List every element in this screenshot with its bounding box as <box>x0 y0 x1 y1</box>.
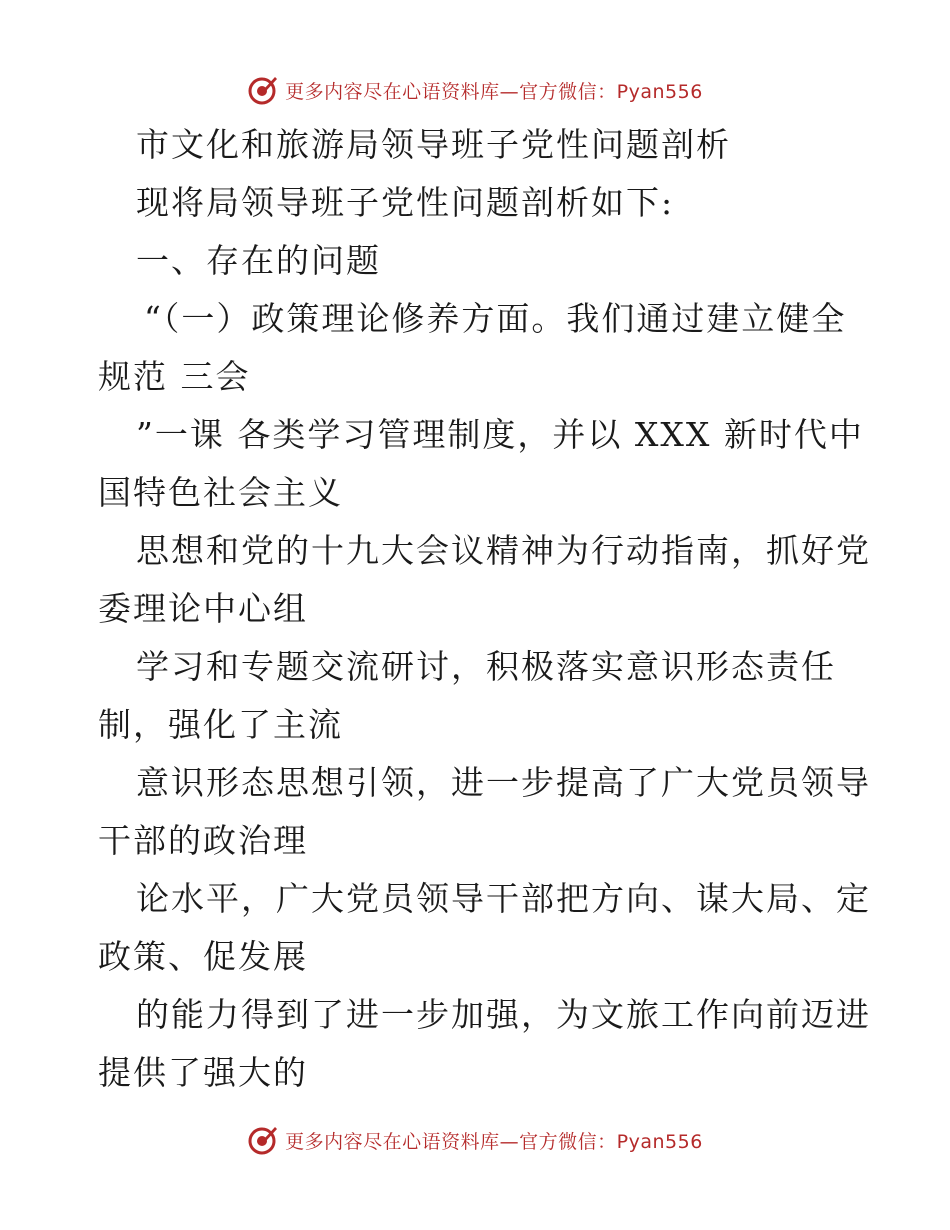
paragraph-line: 意识形态思想引领，进一步提高了广大党员领导 <box>136 763 871 802</box>
paragraph-line: 思想和党的十九大会议精神为行动指南，抓好党 <box>136 531 871 570</box>
paragraph-line: “（一）政策理论修养方面。我们通过建立健全 <box>144 299 847 338</box>
paragraph-line: 政策、促发展 <box>98 937 308 976</box>
watermark-text: 更多内容尽在心语资料库—官方微信：Pyan556 <box>285 80 703 103</box>
footer-watermark-banner <box>0 1120 950 1160</box>
red-circle-pen-logo-icon <box>247 1124 279 1156</box>
paragraph-line: 规范 三会 <box>98 357 251 396</box>
section-heading: 一、存在的问题 <box>136 241 381 280</box>
paragraph-line: 学习和专题交流研讨，积极落实意识形态责任 <box>136 647 836 686</box>
paragraph-line: 国特色社会主义 <box>98 473 343 512</box>
paragraph-line: 现将局领导班子党性问题剖析如下: <box>136 183 675 222</box>
paragraph-line: 论水平，广大党员领导干部把方向、谋大局、定 <box>136 879 871 918</box>
paragraph-line: 提供了强大的 <box>98 1053 308 1092</box>
paragraph-line: ”一课 各类学习管理制度，并以 XXX 新时代中 <box>136 415 864 454</box>
watermark-text: 更多内容尽在心语资料库—官方微信：Pyan556 <box>285 1130 703 1153</box>
document-title: 市文化和旅游局领导班子党性问题剖析 <box>136 125 731 164</box>
paragraph-line: 制，强化了主流 <box>98 705 343 744</box>
header-watermark-banner <box>0 70 950 110</box>
paragraph-line: 委理论中心组 <box>98 589 308 628</box>
paragraph-line: 的能力得到了进一步加强，为文旅工作向前迈进 <box>136 995 871 1034</box>
red-circle-pen-logo-icon <box>247 74 279 106</box>
document-body <box>98 116 871 1102</box>
paragraph-line: 干部的政治理 <box>98 821 308 860</box>
